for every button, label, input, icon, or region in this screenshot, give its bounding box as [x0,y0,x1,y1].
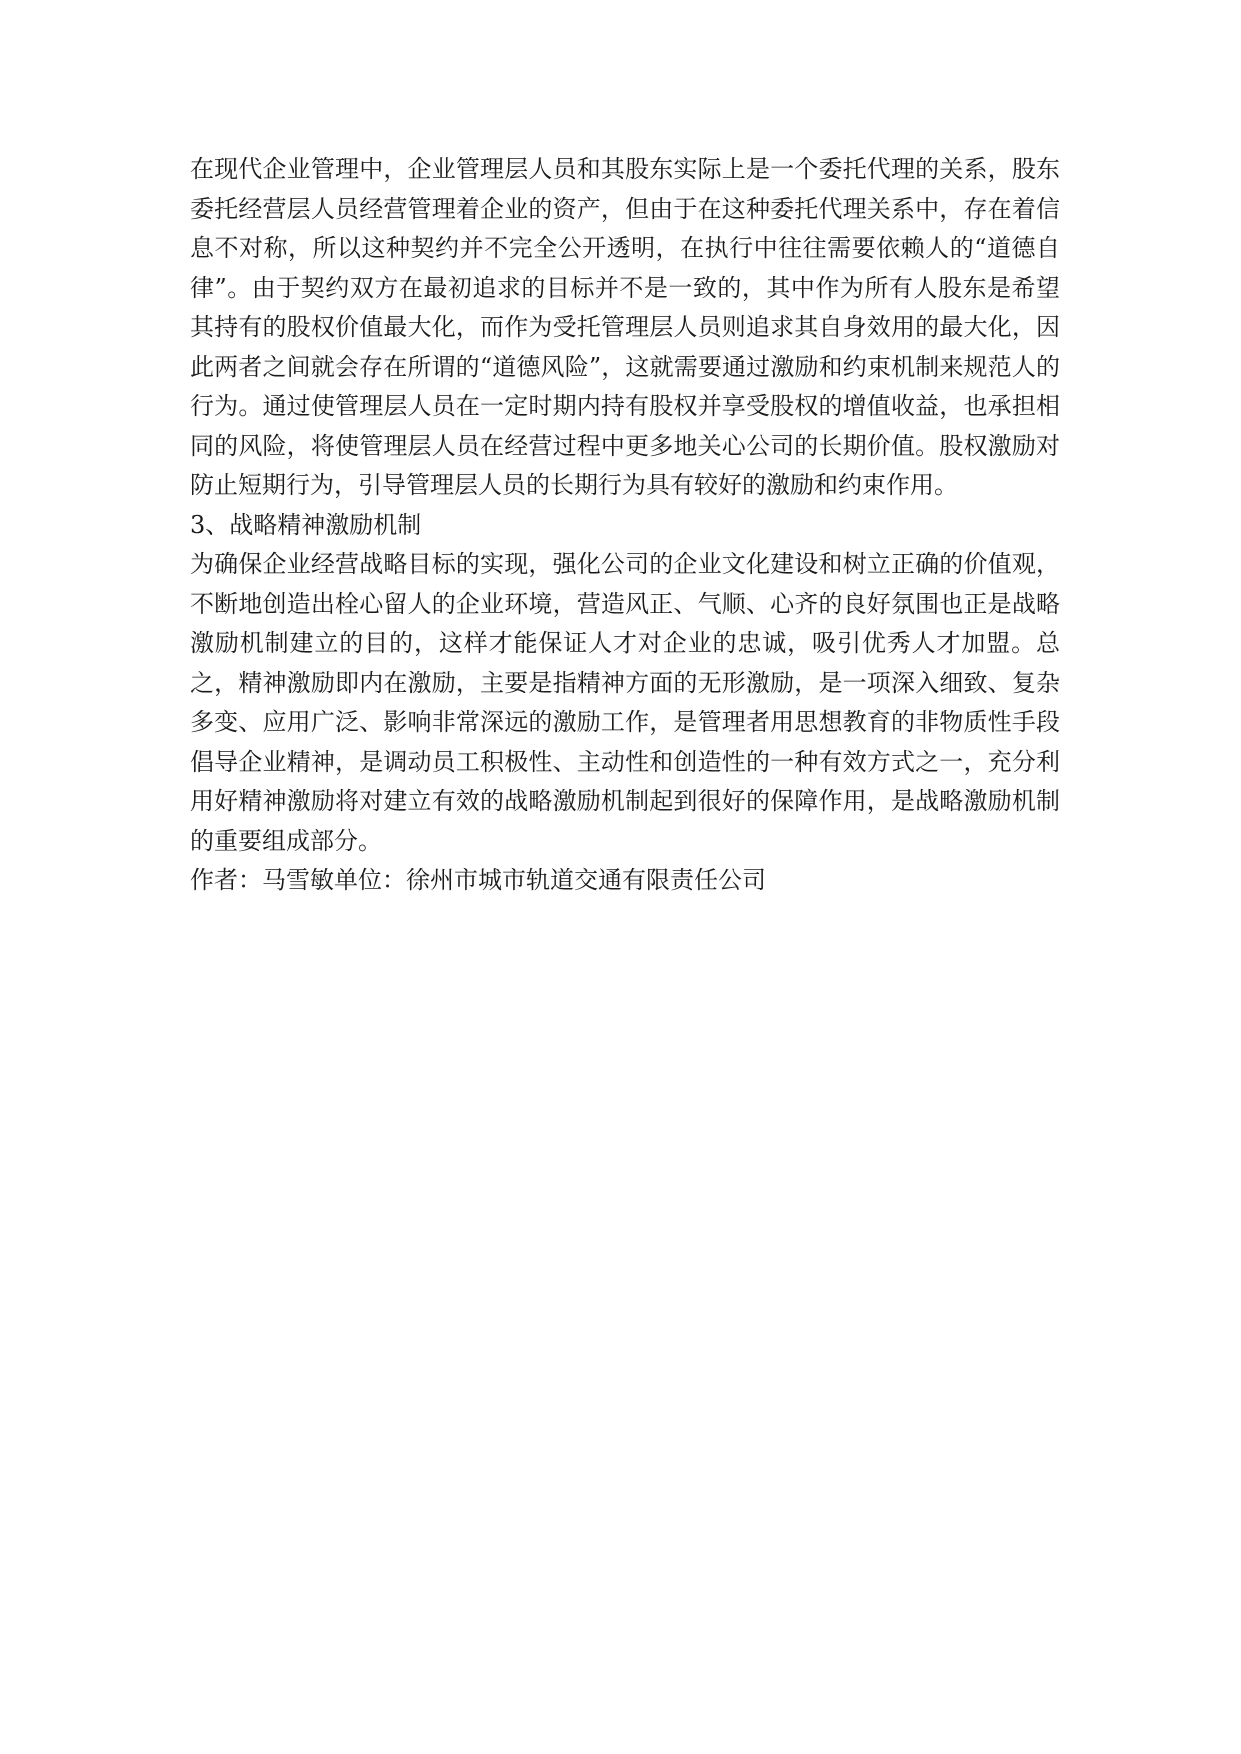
document-body [190,150,1060,901]
author-affiliation-line: 作者：马雪敏单位：徐州市城市轨道交通有限责任公司 [190,866,766,894]
paragraph-spiritual-incentive: 为确保企业经营战略目标的实现，强化公司的企业文化建设和树立正确的价值观，不断地创造出栓心留人的企业环境，营造风正、气顺、心齐的良好氛围也正是战略激励机制建立的目的，这样才能保证人才对企业的忠诚，吸引优秀人才加盟。总之，精神激励即内在激励，主要是指精神方面的无形激励，是一项深入细致、复杂多变、应用广泛、影响非常深远的激励工作，是管理者用思想教育的非物质性手段倡导企业精神，是调动员工积极性、主动性和创造性的一种有效方式之一，充分利用好精神激励将对建立有效的战略激励机制起到很好的保障作用，是战略激励机制的重要组成部分。 [190,550,1060,855]
section-heading-strategic-spiritual-incentive: 3、战略精神激励机制 [190,510,422,539]
paragraph-agency-relationship: 在现代企业管理中，企业管理层人员和其股东实际上是一个委托代理的关系，股东委托经营层人员经营管理着企业的资产，但由于在这种委托代理关系中，存在着信息不对称，所以这种契约并不完全公开透明，在执行中往往需要依赖人的“道德自律”。由于契约双方在最初追求的目标并不是一致的，其中作为所有人股东是希望其持有的股权价值最大化，而作为受托管理层人员则追求其自身效用的最大化，因此两者之间就会存在所谓的“道德风险”，这就需要通过激励和约束机制来规范人的行为。通过使管理层人员在一定时期内持有股权并享受股权的增值收益，也承担相同的风险，将使管理层人员在经营过程中更多地关心公司的长期价值。股权激励对防止短期行为，引导管理层人员的长期行为具有较好的激励和约束作用。 [190,155,1060,499]
